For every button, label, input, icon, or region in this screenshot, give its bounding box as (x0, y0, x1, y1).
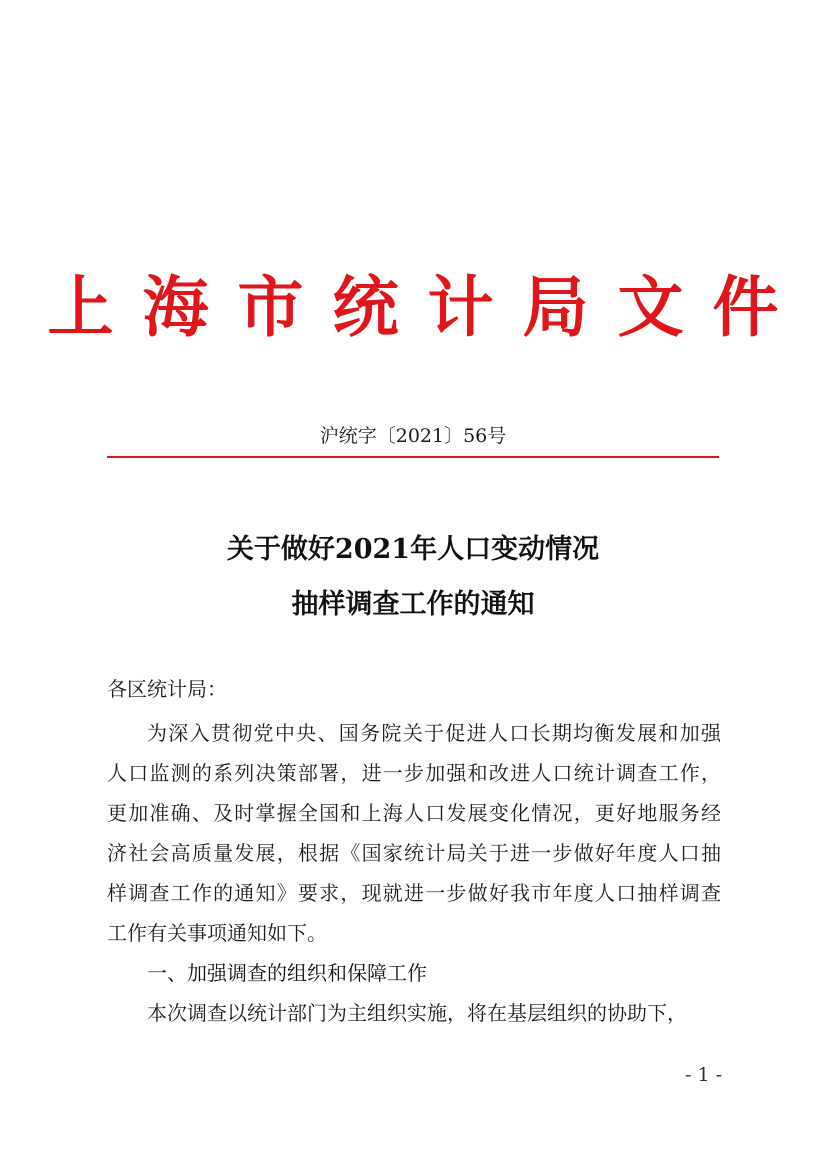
salutation: 各区统计局： (107, 677, 227, 701)
red-divider-line (107, 456, 719, 458)
section-heading-1: 一、加强调查的组织和保障工作 (147, 961, 427, 985)
document-number: 沪统字〔2021〕56号 (319, 425, 507, 447)
paragraph-1-line-1: 为深入贯彻党中央、国务院关于促进人口长期均衡发展和加强 (147, 721, 721, 745)
document-title-line-1: 关于做好2021年人口变动情况 (226, 534, 600, 565)
document-title-line-2: 抽样调查工作的通知 (291, 589, 535, 620)
paragraph-1-line-6: 工作有关事项通知如下。 (107, 921, 327, 945)
paragraph-2-line-1: 本次调查以统计部门为主组织实施，将在基层组织的协助下， (147, 1001, 687, 1025)
paragraph-1-line-3: 更加准确、及时掌握全国和上海人口发展变化情况，更好地服务经 (107, 801, 721, 825)
paragraph-1-line-4: 济社会高质量发展，根据《国家统计局关于进一步做好年度人口抽 (107, 841, 721, 865)
paragraph-1-line-2: 人口监测的系列决策部署，进一步加强和改进人口统计调查工作， (107, 761, 721, 785)
document-masthead: 上海市统计局文件 (47, 268, 808, 346)
page-number: - 1 - (684, 1064, 722, 1086)
paragraph-1-line-5: 样调查工作的通知》要求，现就进一步做好我市年度人口抽样调查 (107, 881, 721, 905)
